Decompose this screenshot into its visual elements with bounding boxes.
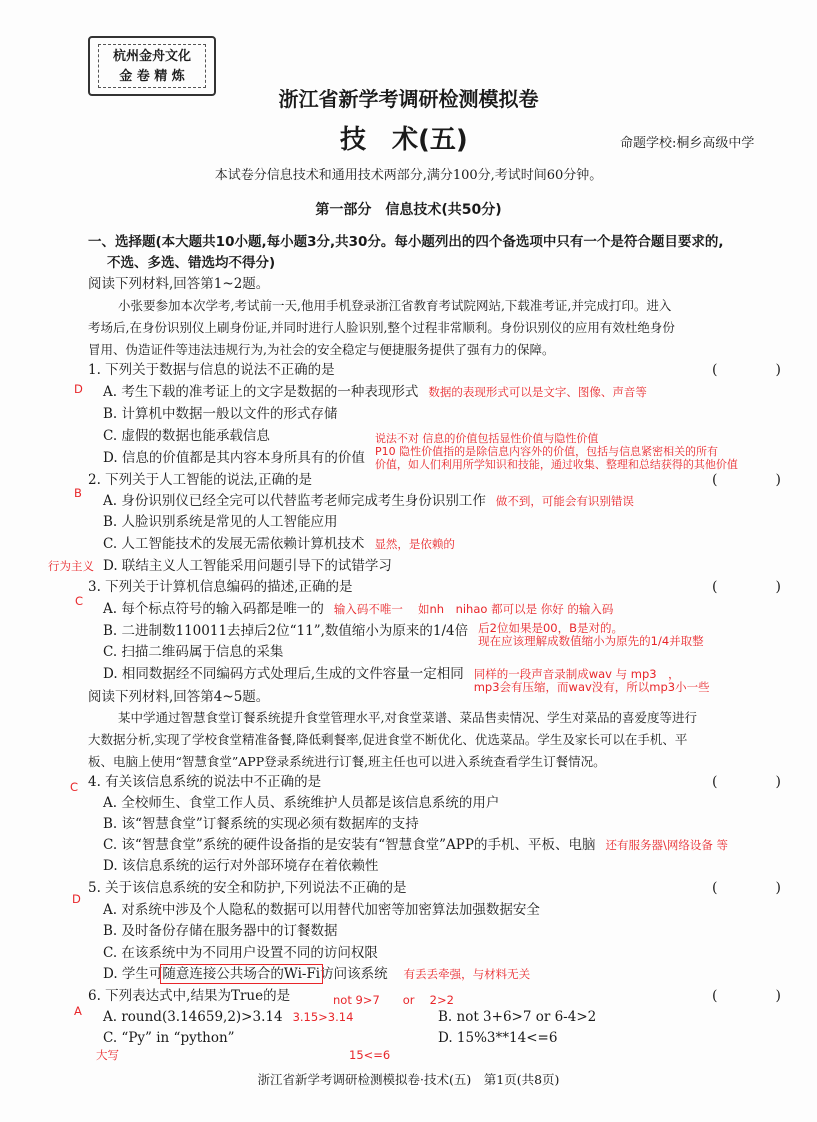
answer-blank[interactable]: ( ): [712, 362, 803, 378]
stamp-line-2: 金 卷 精 炼: [119, 69, 185, 84]
option-row: [103, 1009, 353, 1025]
annotation: 大写: [96, 1048, 119, 1062]
material-line: 考场后,在身份识别仪上刷身份证,并同时进行人脸识别,整个过程非常顺利。身份识别仪的应用有效杜绝身份: [88, 320, 675, 335]
option-c: C. 虚假的数据也能承载信息: [103, 428, 270, 444]
option-b: B. 计算机中数据一般以文件的形式存储: [103, 406, 338, 422]
annotation: 有丢丢牵强，与材料无关: [403, 967, 531, 981]
option-row: [103, 601, 613, 617]
option-c: C. 在该系统中为不同用户设置不同的访问权限: [103, 945, 378, 961]
option-d: D. 相同数据经不同编码方式处理后,生成的文件容量一定相同: [103, 666, 464, 682]
option-row: [103, 384, 647, 400]
annotation: 显然，是依赖的: [374, 537, 455, 551]
question-stem: 6. 下列表达式中,结果为True的是: [88, 988, 291, 1004]
annotation-block: [478, 622, 704, 648]
stamp-line-1: 杭州金舟文化: [112, 49, 191, 64]
part-heading: 第一部分 信息技术(共50分): [315, 202, 502, 218]
answer-mark: B: [74, 486, 82, 500]
option-b: B. not 3+6>7 or 6-4>2: [438, 1009, 597, 1025]
option-row: [103, 902, 540, 918]
option-a: A. 对系统中涉及个人隐私的数据可以用替代加密等加密算法加强数据安全: [103, 902, 540, 918]
option-a: A. 考生下载的准考证上的文字是数据的一种表现形式: [103, 384, 419, 400]
question-stem: 3. 下列关于计算机信息编码的描述,正确的是: [88, 579, 353, 595]
annotation: 15<=6: [349, 1048, 391, 1062]
option-row: [103, 945, 378, 961]
option-row: [103, 514, 338, 530]
annotation: mp3会有压缩，而wav没有，所以mp3小一些: [473, 680, 710, 694]
material-line: 小张要参加本次学考,考试前一天,他用手机登录浙江省教育考试院网站,下载准考证,并完成打印。进入: [118, 298, 672, 313]
annotation: 3.15>3.14: [292, 1010, 354, 1024]
annotation: not 9>7 or 2>2: [333, 993, 454, 1007]
material-lead: 阅读下列材料,回答第1~2题。: [88, 276, 270, 292]
answer-blank[interactable]: ( ): [712, 988, 803, 1004]
annotation: 后2位如果是00，B是对的。: [478, 621, 623, 635]
option-c: C. 扫描二维码属于信息的采集: [103, 644, 284, 660]
answer-mark: A: [74, 1004, 82, 1018]
annotation: 输入码不唯一 如nh nihao 都可以是 你好 的输入码: [333, 602, 614, 616]
page-footer: 浙江省新学考调研检测模拟卷·技术(五) 第1页(共8页): [257, 1072, 560, 1087]
section-heading: 一、选择题(本大题共10小题,每小题3分,共30分。每小题列出的四个备选项中只有一个是符合题目要求的,: [88, 234, 724, 250]
option-row: [103, 966, 530, 982]
annotation-block: [474, 668, 710, 694]
option-row: [103, 795, 499, 811]
annotation: 数据的表现形式可以是文字、图像、声音等: [428, 385, 647, 399]
question-stem: 1. 下列关于数据与信息的说法不正确的是: [88, 362, 335, 378]
answer-mark: D: [72, 892, 81, 906]
option-d: D. 学生可随意连接公共场合的Wi-Fi访问该系统: [103, 966, 388, 982]
option-d: D. 信息的价值都是其内容本身所具有的价值: [103, 450, 365, 466]
material-line: 板、电脑上使用“智慧食堂”APP登录系统进行订餐,班主任也可以进入系统查看学生订餐情况。: [88, 754, 606, 769]
option-row: [103, 858, 378, 874]
option-row: [103, 558, 392, 574]
option-row: [103, 536, 455, 552]
exam-title: 浙江省新学考调研检测模拟卷: [278, 87, 539, 111]
option-b: B. 该“智慧食堂”订餐系统的实现必须有数据库的支持: [103, 816, 419, 832]
option-row: [103, 923, 338, 939]
annotation: 做不到，可能会有识别错误: [495, 494, 634, 508]
answer-mark: C: [70, 780, 79, 794]
exam-intro: 本试卷分信息技术和通用技术两部分,满分100分,考试时间60分钟。: [214, 168, 603, 183]
option-a: A. 全校师生、食堂工作人员、系统维护人员都是该信息系统的用户: [103, 795, 500, 811]
option-d: D. 15%3**14<=6: [438, 1030, 558, 1046]
annotation: 同样的一段声音录制成wav 与 mp3 ，: [473, 667, 680, 681]
option-b: B. 二进制数110011去掉后2位“11”,数值缩小为原来的1/4倍: [103, 623, 469, 639]
material-lead: 阅读下列材料,回答第4~5题。: [88, 689, 270, 705]
answer-blank[interactable]: ( ): [712, 774, 803, 790]
annotation: 价值，如人们利用所学知识和技能，通过收集、整理和总结获得的其他价值: [374, 458, 738, 471]
answer-blank[interactable]: ( ): [712, 880, 803, 896]
option-b: B. 人脸识别系统是常见的人工智能应用: [103, 514, 338, 530]
answer-blank[interactable]: ( ): [712, 579, 803, 595]
subject-title: 技 术(五): [340, 125, 468, 155]
annotation: 现在应该理解成数值缩小为原先的1/4并取整: [478, 634, 704, 648]
annotation: 还有服务器\网络设备 等: [605, 838, 728, 852]
question-stem: 5. 关于该信息系统的安全和防护,下列说法不正确的是: [88, 880, 407, 896]
option-a: A. 身份识别仪已经全完可以代替监考老师完成考生身份识别工作: [103, 493, 486, 509]
option-row: [103, 837, 728, 853]
material-line: 冒用、伪造证件等违法违规行为,为社会的安全稳定与便捷服务提供了强有力的保障。: [88, 342, 555, 357]
publisher-stamp: [88, 36, 216, 96]
option-row: [103, 493, 634, 509]
option-d: D. 联结主义人工智能采用问题引导下的试错学习: [103, 558, 392, 574]
option-d: D. 该信息系统的运行对外部环境存在着依赖性: [103, 858, 379, 874]
option-c: C. 人工智能技术的发展无需依赖计算机技术: [103, 536, 365, 552]
answer-mark: D: [74, 382, 83, 396]
section-heading-cont: 不选、多选、错选均不得分): [107, 255, 276, 271]
annotation: 说法不对 信息的价值包括显性价值与隐性价值: [374, 432, 599, 445]
answer-blank[interactable]: ( ): [712, 472, 803, 488]
option-a: A. round(3.14659,2)>3.14: [103, 1009, 283, 1025]
material-line: 大数据分析,实现了学校食堂精准备餐,降低剩餐率,促进食堂不断优化、优选菜品。学生及家长可以在手机、平: [88, 732, 688, 747]
annotation: 行为主义: [48, 559, 94, 573]
option-row: [103, 816, 419, 832]
material-line: 某中学通过智慧食堂订餐系统提升食堂管理水平,对食堂菜谱、菜品售卖情况、学生对菜品的喜爱度等进行: [118, 710, 697, 725]
question-stem: 2. 下列关于人工智能的说法,正确的是: [88, 472, 312, 488]
annotation: P10 隐性价值指的是除信息内容外的价值，包括与信息紧密相关的所有: [374, 445, 719, 458]
answer-mark: C: [75, 594, 84, 608]
annotation-block: [375, 432, 738, 471]
option-row: [103, 428, 270, 444]
question-stem: 4. 有关该信息系统的说法中不正确的是: [88, 774, 322, 790]
option-c: C. 该“智慧食堂”系统的硬件设备指的是安装有“智慧食堂”APP的手机、平板、电脑: [103, 837, 596, 853]
option-c: C. “Py” in “python”: [103, 1030, 235, 1046]
option-row: [103, 644, 283, 660]
option-a: A. 每个标点符号的输入码都是唯一的: [103, 601, 324, 617]
option-b: B. 及时备份存储在服务器中的订餐数据: [103, 923, 338, 939]
option-row: [103, 406, 338, 422]
school-label: 命题学校:桐乡高级中学: [620, 136, 755, 151]
